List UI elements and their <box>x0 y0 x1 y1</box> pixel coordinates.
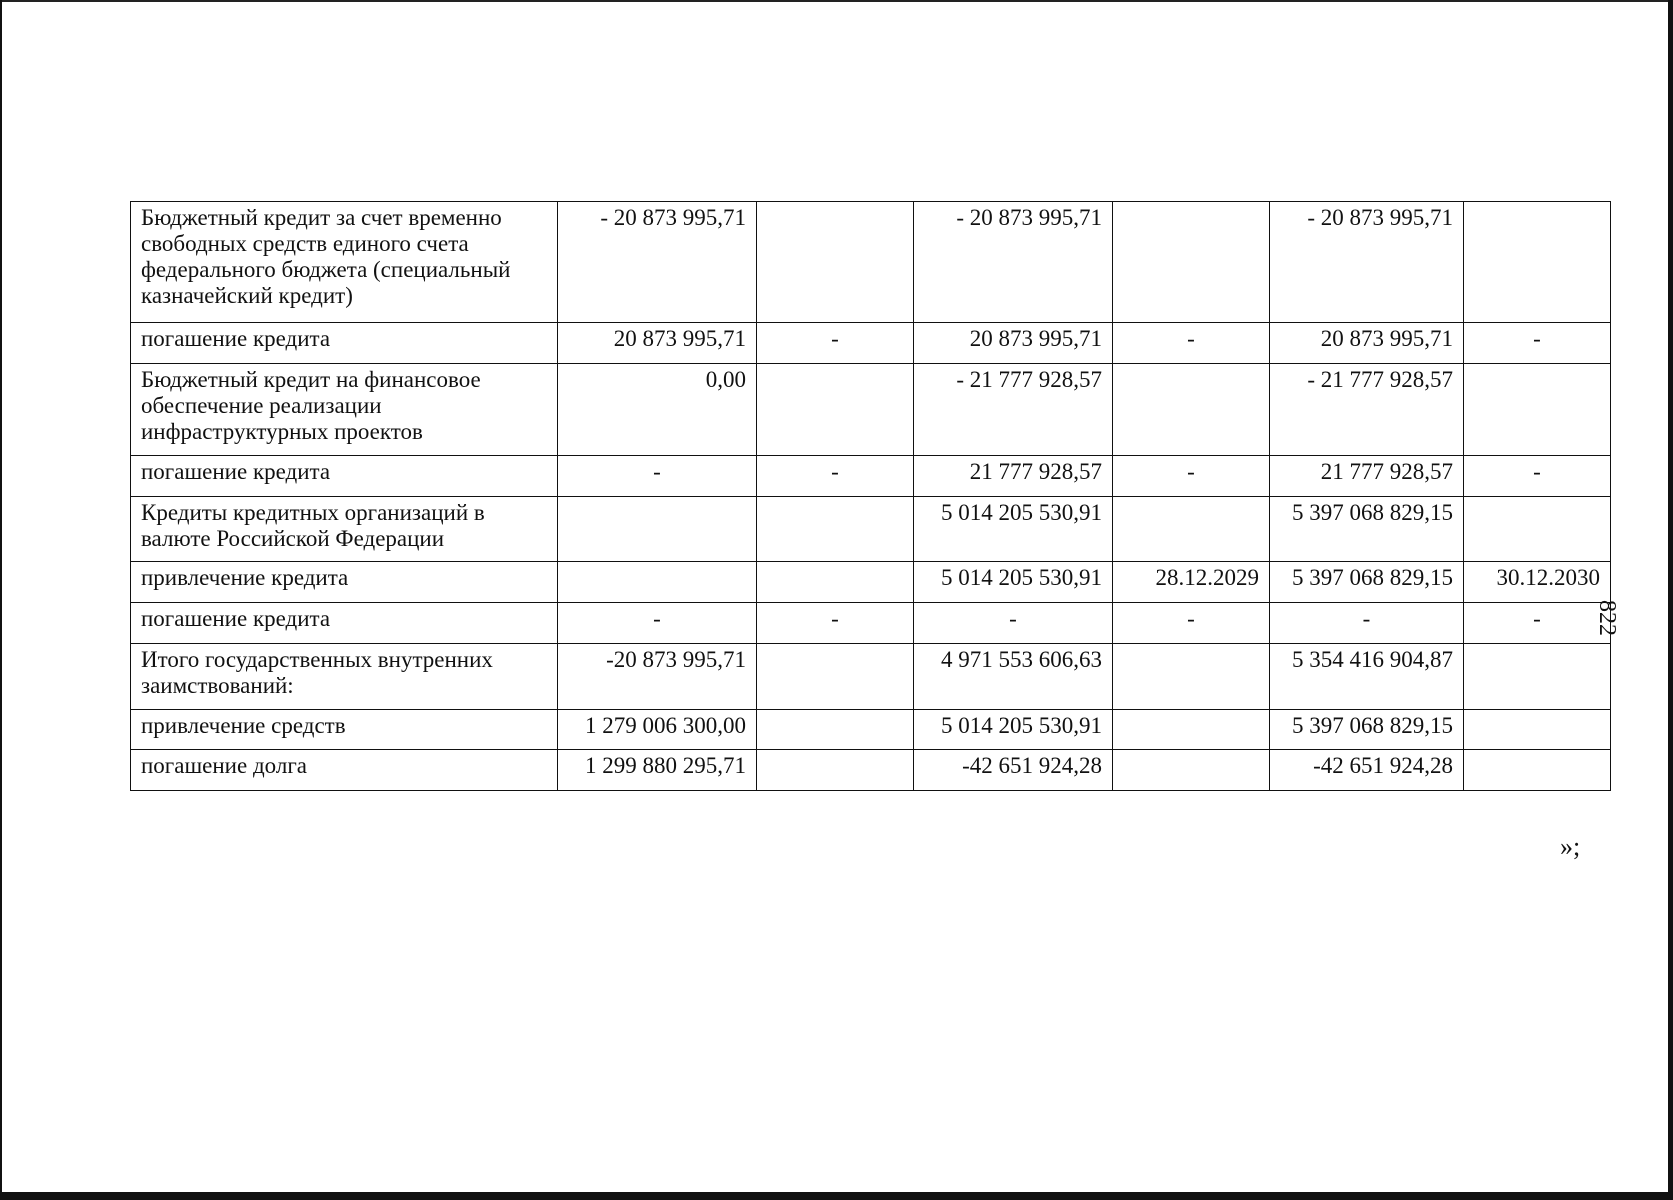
row-label: Бюджетный кредит за счет временно свободных средств единого счета федерального бюджета (специальный казначейский кредит) <box>131 202 558 323</box>
table-row <box>131 603 1611 644</box>
amount-cell: - <box>914 603 1113 644</box>
amount-cell: 20 873 995,71 <box>1270 323 1464 364</box>
amount-cell: - 21 777 928,57 <box>1270 364 1464 456</box>
term-cell <box>757 562 914 603</box>
amount-cell: 1 279 006 300,00 <box>558 710 757 750</box>
amount-cell: 21 777 928,57 <box>914 456 1113 497</box>
closing-quote-mark: »; <box>1560 832 1581 861</box>
term-cell <box>1113 750 1270 791</box>
amount-cell: 4 971 553 606,63 <box>914 644 1113 710</box>
amount-cell: - 21 777 928,57 <box>914 364 1113 456</box>
page-number: 822 <box>1594 600 1620 636</box>
table-row <box>131 323 1611 364</box>
term-cell <box>1464 750 1611 791</box>
table-row <box>131 364 1611 456</box>
amount-cell: 5 014 205 530,91 <box>914 710 1113 750</box>
amount-cell: -42 651 924,28 <box>914 750 1113 791</box>
row-label: привлечение средств <box>131 710 558 750</box>
amount-cell: 5 397 068 829,15 <box>1270 562 1464 603</box>
amount-cell: - 20 873 995,71 <box>1270 202 1464 323</box>
amount-cell: 5 397 068 829,15 <box>1270 497 1464 562</box>
term-cell: - <box>1113 456 1270 497</box>
amount-cell: - 20 873 995,71 <box>914 202 1113 323</box>
repayment-date-cell: 28.12.2029 <box>1113 562 1270 603</box>
term-cell: - <box>1464 323 1611 364</box>
term-cell <box>1464 364 1611 456</box>
term-cell <box>1464 497 1611 562</box>
amount-cell: 5 354 416 904,87 <box>1270 644 1464 710</box>
amount-cell: 21 777 928,57 <box>1270 456 1464 497</box>
table-row <box>131 710 1611 750</box>
table-row <box>131 750 1611 791</box>
table-row <box>131 497 1611 562</box>
scan-edge-top <box>0 0 1673 2</box>
term-cell <box>1464 644 1611 710</box>
table-row <box>131 644 1611 710</box>
borrowings-table <box>130 201 1611 791</box>
term-cell <box>757 710 914 750</box>
amount-cell: -42 651 924,28 <box>1270 750 1464 791</box>
row-label: привлечение кредита <box>131 562 558 603</box>
row-label: погашение долга <box>131 750 558 791</box>
term-cell <box>1113 202 1270 323</box>
amount-cell: 5 014 205 530,91 <box>914 562 1113 603</box>
scan-edge-right <box>1668 0 1673 1200</box>
table-row <box>131 202 1611 323</box>
amount-cell: 5 397 068 829,15 <box>1270 710 1464 750</box>
scan-edge-left <box>0 0 2 1200</box>
row-label: погашение кредита <box>131 323 558 364</box>
amount-cell: 1 299 880 295,71 <box>558 750 757 791</box>
amount-cell: -20 873 995,71 <box>558 644 757 710</box>
amount-cell: 0,00 <box>558 364 757 456</box>
table-row <box>131 562 1611 603</box>
amount-cell: - 20 873 995,71 <box>558 202 757 323</box>
amount-cell <box>558 497 757 562</box>
term-cell: - <box>757 456 914 497</box>
scan-edge-bottom <box>0 1192 1673 1200</box>
amount-cell: 20 873 995,71 <box>558 323 757 364</box>
term-cell <box>1113 497 1270 562</box>
term-cell: - <box>1113 603 1270 644</box>
term-cell <box>1113 364 1270 456</box>
row-label: погашение кредита <box>131 456 558 497</box>
amount-cell: 20 873 995,71 <box>914 323 1113 364</box>
term-cell <box>1464 202 1611 323</box>
row-label: Кредиты кредитных организаций в валюте Российской Федерации <box>131 497 558 562</box>
term-cell: - <box>1113 323 1270 364</box>
amount-cell <box>558 562 757 603</box>
amount-cell: 5 014 205 530,91 <box>914 497 1113 562</box>
term-cell <box>1113 644 1270 710</box>
amount-cell: - <box>1270 603 1464 644</box>
term-cell: - <box>757 323 914 364</box>
term-cell <box>757 497 914 562</box>
term-cell: - <box>757 603 914 644</box>
row-label: погашение кредита <box>131 603 558 644</box>
term-cell <box>757 644 914 710</box>
amount-cell: - <box>558 456 757 497</box>
row-label: Бюджетный кредит на финансовое обеспечение реализации инфраструктурных проектов <box>131 364 558 456</box>
term-cell <box>757 750 914 791</box>
term-cell: - <box>1464 456 1611 497</box>
table-row <box>131 456 1611 497</box>
repayment-date-cell: 30.12.2030 <box>1464 562 1611 603</box>
term-cell <box>757 364 914 456</box>
term-cell <box>1113 710 1270 750</box>
term-cell <box>1464 710 1611 750</box>
row-label: Итого государственных внутренних заимствований: <box>131 644 558 710</box>
term-cell: - <box>1464 603 1611 644</box>
term-cell <box>757 202 914 323</box>
amount-cell: - <box>558 603 757 644</box>
